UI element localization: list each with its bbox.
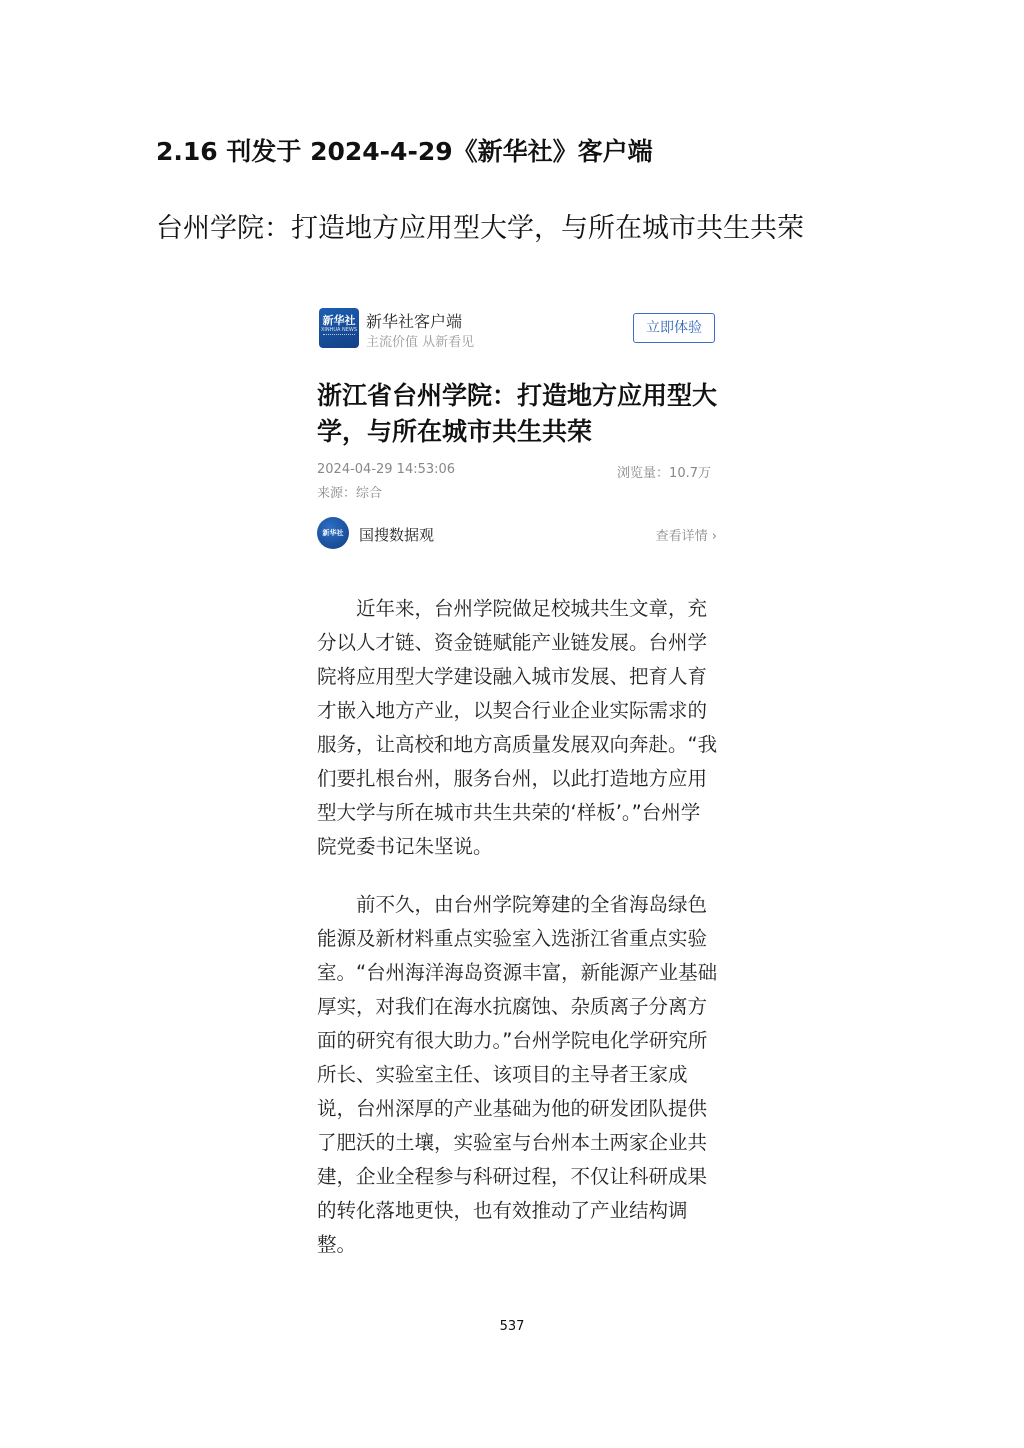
news-app-screenshot <box>305 296 727 1266</box>
section-heading: 2.16 刊发于 2024-4-29《新华社》客户端 <box>156 137 653 166</box>
article-subtitle: 台州学院：打造地方应用型大学，与所在城市共生共荣 <box>156 213 804 244</box>
view-count: 浏览量：10.7万 <box>617 466 711 481</box>
xinhua-logo-icon <box>319 308 359 348</box>
account-avatar-icon[interactable]: 新华社 <box>317 517 349 549</box>
article-source: 来源：综合 <box>317 486 383 501</box>
article-title: 浙江省台州学院：打造地方应用型大学，与所在城市共生共荣 <box>317 381 718 446</box>
try-now-button[interactable]: 立即体验 <box>633 313 715 343</box>
article-paragraph: 近年来，台州学院做足校城共生文章，充分以人才链、资金链赋能产业链发展。台州学院将应用型大学建设融入城市发展、把育人育才嵌入地方产业，以契合行业企业实际需求的服务，让高校和地方高质量发展双向奔赴。“我们要扎根台州，服务台州，以此打造地方应用型大学与所在城市共生共荣的‘样板’。”台州学院党委书记朱坚说。 <box>317 597 718 858</box>
view-detail-link[interactable]: 查看详情 › <box>655 529 717 544</box>
logo-text: 新华社 <box>322 314 356 327</box>
page-number: 537 <box>499 1319 525 1334</box>
app-header <box>319 308 715 348</box>
logo-network-graphic <box>323 334 355 344</box>
publish-date: 2024-04-29 14:53:06 <box>317 462 456 477</box>
app-name: 新华社客户端 <box>366 312 463 331</box>
logo-subtext: XINHUA NEWS <box>320 327 358 333</box>
app-slogan: 主流价值 从新看见 <box>366 335 475 350</box>
account-name[interactable]: 国搜数据观 <box>359 526 435 544</box>
article-paragraph: 前不久，由台州学院筹建的全省海岛绿色能源及新材料重点实验室入选浙江省重点实验室。“台州海洋海岛资源丰富，新能源产业基础厚实，对我们在海水抗腐蚀、杂质离子分离方面的研究有很大助力。”台州学院电化学研究所所长、实验室主任、该项目的主导者王家成说，台州深厚的产业基础为他的研发团队提供了肥沃的土壤，实验室与台州本土两家企业共建，企业全程参与科研过程，不仅让科研成果的转化落地更快，也有效推动了产业结构调整。 <box>317 893 718 1256</box>
